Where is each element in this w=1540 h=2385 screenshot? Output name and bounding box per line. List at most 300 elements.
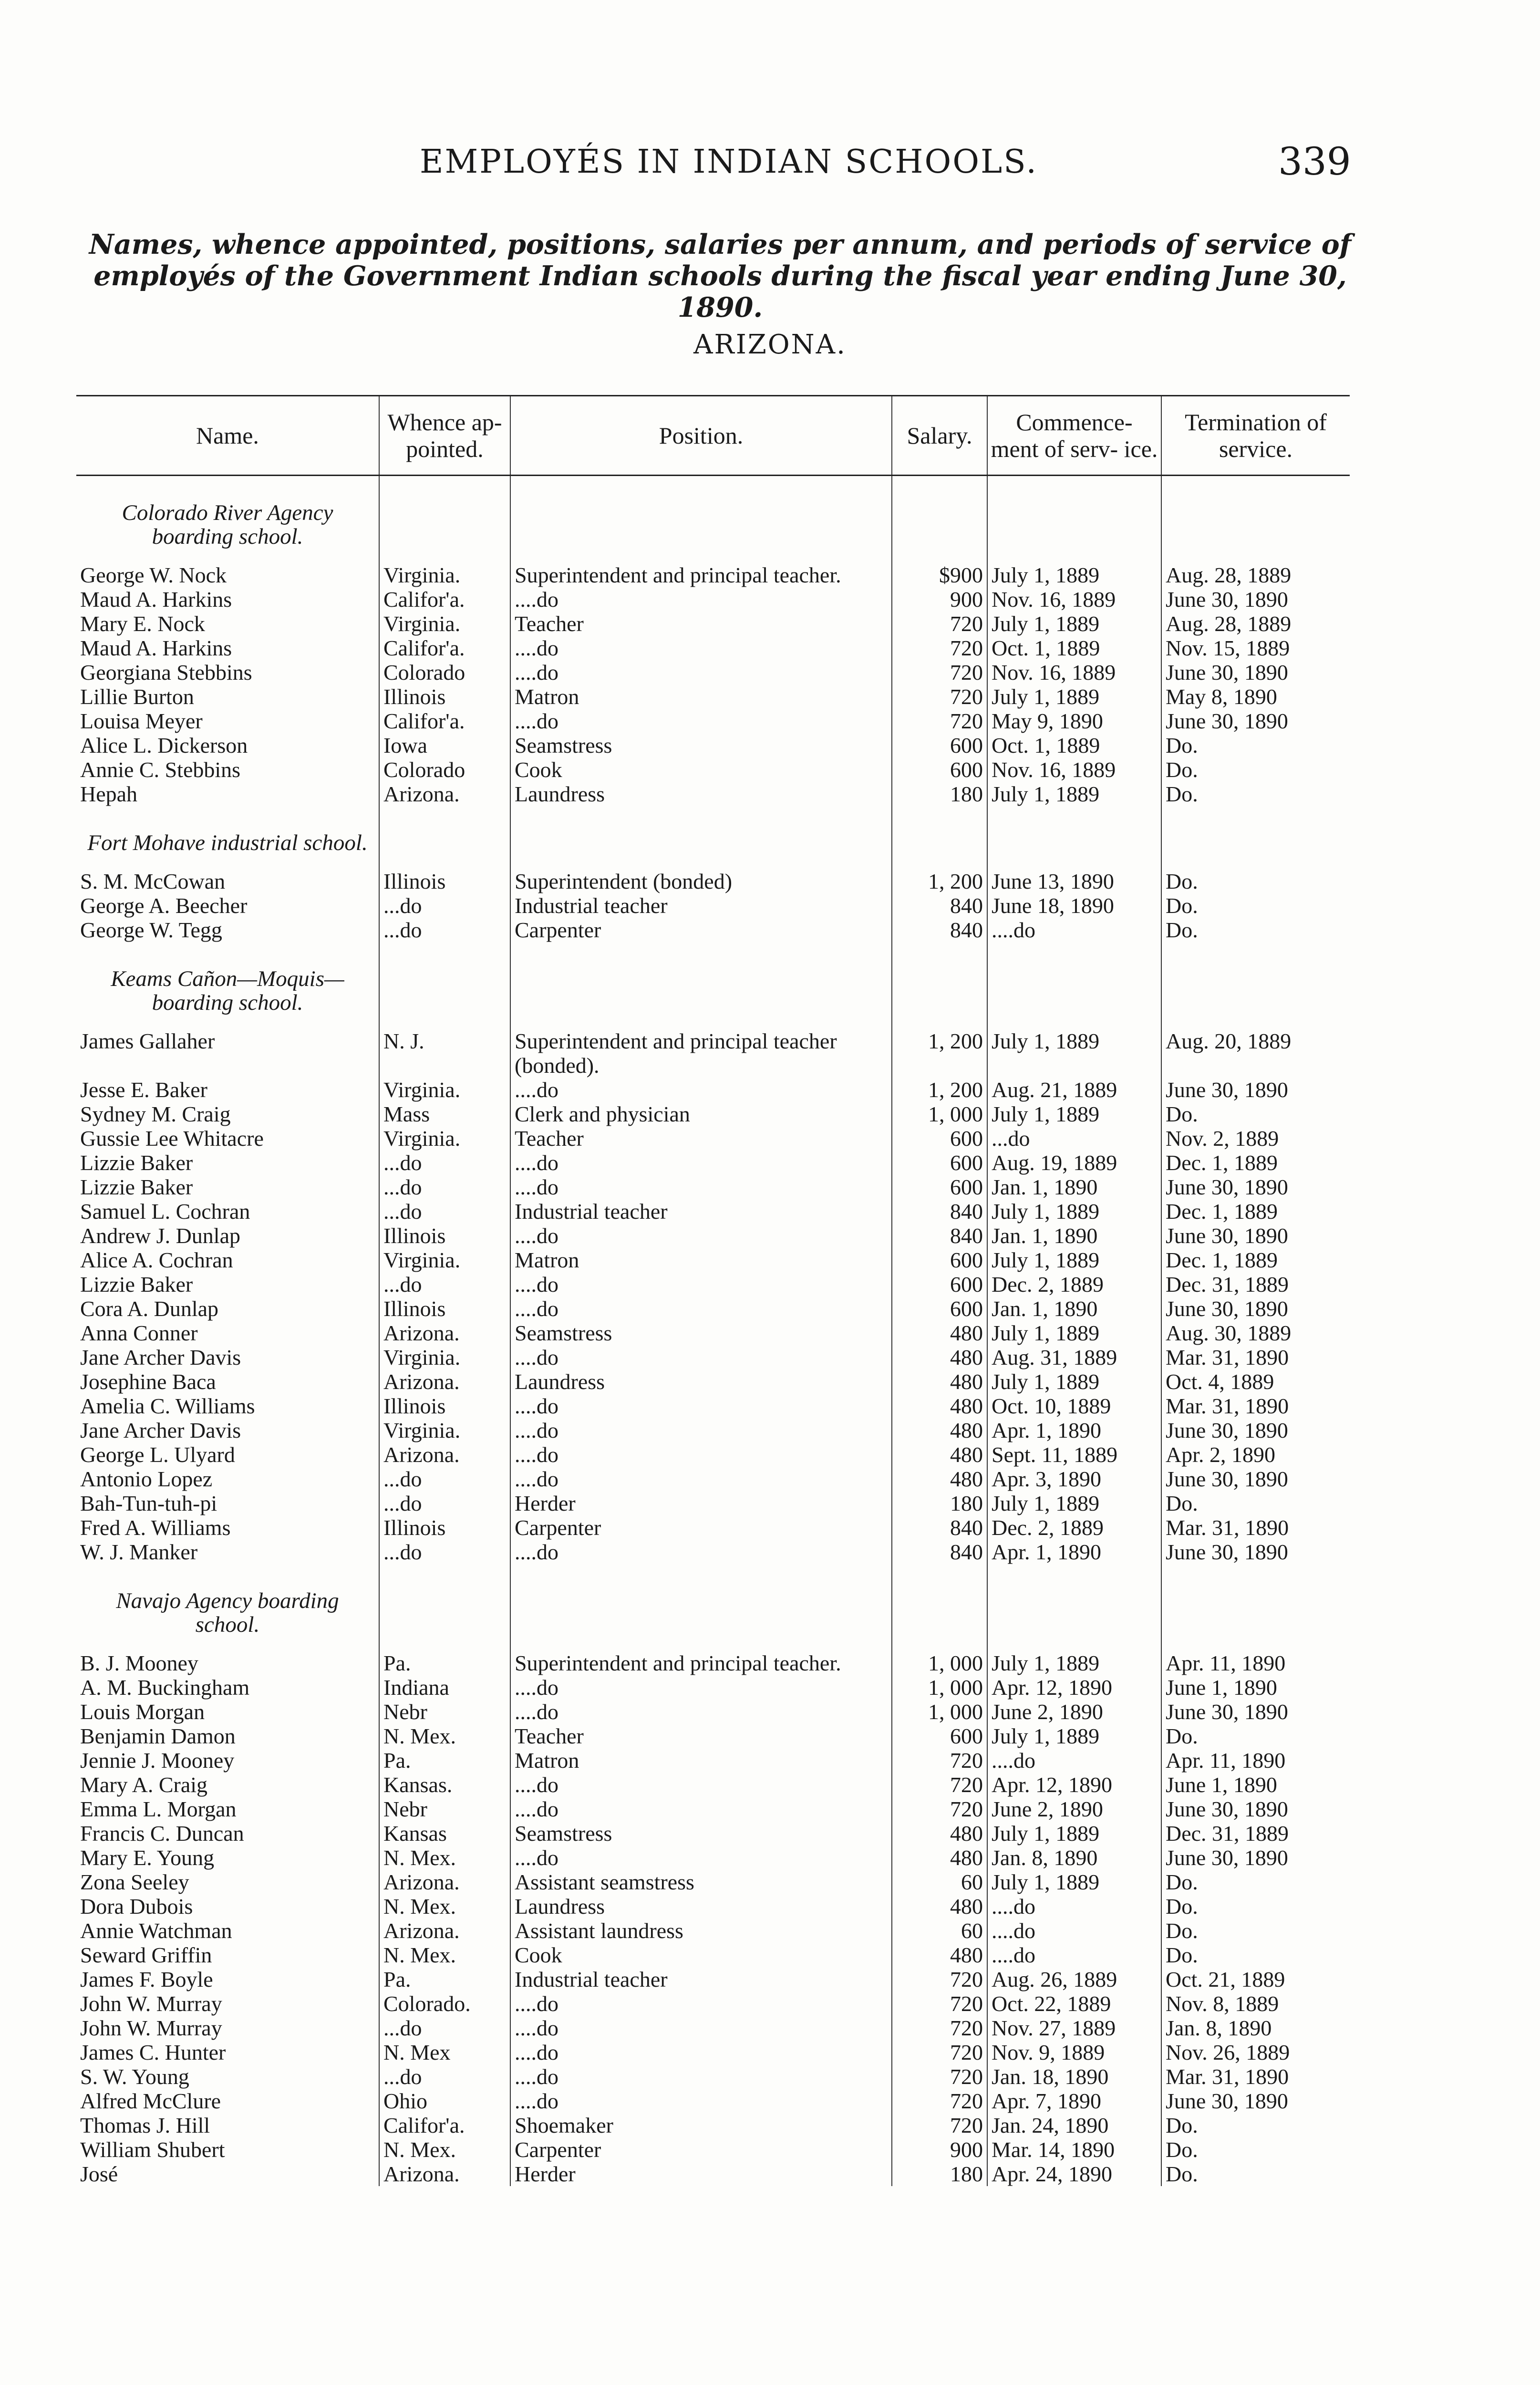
name-cell: Mary A. Craig	[80, 1773, 208, 1797]
position-cell: Superintendent and principal teacher (bonded).	[510, 1028, 892, 1078]
termination-cell: Oct. 4, 1889	[1161, 1369, 1350, 1394]
salary-cell: 1, 000	[892, 1650, 987, 1675]
empty-cell	[987, 476, 1161, 562]
school-name: Fort Mohave industrial school.	[87, 830, 368, 855]
name-cell: Lillie Burton	[80, 684, 194, 709]
termination-cell: Aug. 30, 1889	[1161, 1321, 1350, 1345]
termination-cell: Nov. 15, 1889	[1161, 636, 1350, 660]
name-cell: Amelia C. Williams	[80, 1394, 255, 1418]
empty-cell	[892, 942, 987, 1028]
position-cell: ....do	[510, 1296, 892, 1321]
empty-cell	[892, 1564, 987, 1650]
empty-cell	[510, 476, 892, 562]
salary-cell: 480	[892, 1321, 987, 1345]
name-cell: John W. Murray	[80, 2016, 222, 2040]
commencement-cell: June 2, 1890	[987, 1700, 1161, 1724]
whence-cell: Colorado	[379, 757, 510, 782]
table-row	[76, 1296, 1350, 1321]
salary-cell: 720	[892, 709, 987, 733]
termination-cell: Aug. 28, 1889	[1161, 562, 1350, 587]
salary-cell: 600	[892, 1724, 987, 1748]
position-cell: Seamstress	[510, 1321, 892, 1345]
salary-cell: 600	[892, 1175, 987, 1199]
whence-cell: Virginia.	[379, 612, 510, 636]
salary-cell: 480	[892, 1442, 987, 1467]
school-group-heading	[76, 1564, 1350, 1650]
position-cell: ....do	[510, 1151, 892, 1175]
name-cell: Jesse E. Baker	[80, 1078, 207, 1102]
name-cell: B. J. Mooney	[80, 1651, 198, 1675]
position-cell: Matron	[510, 1748, 892, 1773]
table-row	[76, 1846, 1350, 1870]
name-cell: Mary E. Nock	[80, 612, 205, 636]
commencement-cell: June 18, 1890	[987, 893, 1161, 918]
salary-cell: 720	[892, 1967, 987, 1991]
table-row	[76, 1248, 1350, 1272]
table-row	[76, 1894, 1350, 1918]
salary-cell: 480	[892, 1418, 987, 1442]
position-cell: Teacher	[510, 1126, 892, 1151]
termination-cell: Do.	[1161, 2113, 1350, 2137]
termination-cell: Dec. 1, 1889	[1161, 1151, 1350, 1175]
termination-cell: Do.	[1161, 733, 1350, 757]
name-cell: Annie Watchman	[80, 1918, 232, 1943]
position-cell: ....do	[510, 1078, 892, 1102]
termination-cell: Jan. 8, 1890	[1161, 2016, 1350, 2040]
salary-cell: 180	[892, 782, 987, 806]
school-group-heading	[76, 476, 1350, 562]
commencement-cell: Jan. 1, 1890	[987, 1224, 1161, 1248]
name-cell: Jennie J. Mooney	[80, 1748, 235, 1773]
termination-cell: Dec. 31, 1889	[1161, 1272, 1350, 1296]
commencement-cell: Oct. 1, 1889	[987, 636, 1161, 660]
commencement-cell: Apr. 1, 1890	[987, 1540, 1161, 1564]
commencement-cell: Apr. 12, 1890	[987, 1773, 1161, 1797]
salary-cell: 840	[892, 1515, 987, 1540]
empty-cell	[892, 476, 987, 562]
salary-cell: 1, 200	[892, 868, 987, 893]
name-cell: Andrew J. Dunlap	[80, 1224, 240, 1248]
position-cell: ....do	[510, 1442, 892, 1467]
salary-cell: 1, 000	[892, 1700, 987, 1724]
table-row	[76, 893, 1350, 918]
table-row	[76, 1650, 1350, 1675]
name-cell: Francis C. Duncan	[80, 1821, 244, 1846]
whence-cell: ...do	[379, 2016, 510, 2040]
name-cell: Seward Griffin	[80, 1943, 212, 1967]
termination-cell: June 30, 1890	[1161, 1467, 1350, 1491]
state-heading: ARIZONA.	[693, 329, 847, 360]
table-caption: Names, whence appointed, positions, salaries per annum, and periods of service of employés of the Government Indian schools during the fiscal year ending June 30, 1890.	[89, 228, 1352, 323]
commencement-cell: July 1, 1889	[987, 612, 1161, 636]
commencement-cell: Nov. 9, 1889	[987, 2040, 1161, 2064]
empty-cell	[892, 806, 987, 868]
termination-cell: Apr. 11, 1890	[1161, 1650, 1350, 1675]
commencement-cell: Oct. 22, 1889	[987, 1991, 1161, 2016]
school-name: Navajo Agency boarding school.	[116, 1588, 339, 1637]
position-cell: ....do	[510, 2016, 892, 2040]
termination-cell: Mar. 31, 1890	[1161, 1394, 1350, 1418]
termination-cell: Aug. 28, 1889	[1161, 612, 1350, 636]
name-cell: James Gallaher	[80, 1029, 215, 1053]
whence-cell: Iowa	[379, 733, 510, 757]
table-row	[76, 1442, 1350, 1467]
position-cell: ....do	[510, 1394, 892, 1418]
salary-cell: 600	[892, 733, 987, 757]
termination-cell: Do.	[1161, 757, 1350, 782]
table-row	[76, 1418, 1350, 1442]
position-cell: ....do	[510, 660, 892, 684]
commencement-cell: Aug. 26, 1889	[987, 1967, 1161, 1991]
termination-cell: Do.	[1161, 2162, 1350, 2186]
termination-cell: June 30, 1890	[1161, 1797, 1350, 1821]
commencement-cell: Nov. 16, 1889	[987, 757, 1161, 782]
name-cell: Lizzie Baker	[80, 1151, 193, 1175]
name-cell: George A. Beecher	[80, 893, 248, 918]
name-cell: Benjamin Damon	[80, 1724, 236, 1748]
salary-cell: 600	[892, 1126, 987, 1151]
table-row	[76, 1028, 1350, 1078]
table-row	[76, 1345, 1350, 1369]
position-cell: Matron	[510, 684, 892, 709]
whence-cell: N. J.	[379, 1028, 510, 1078]
whence-cell: N. Mex.	[379, 1943, 510, 1967]
position-cell: Clerk and physician	[510, 1102, 892, 1126]
whence-cell: N. Mex.	[379, 1724, 510, 1748]
table-row	[76, 1175, 1350, 1199]
commencement-cell: Aug. 19, 1889	[987, 1151, 1161, 1175]
empty-cell	[510, 942, 892, 1028]
table-row	[76, 1821, 1350, 1846]
empty-cell	[510, 1564, 892, 1650]
termination-cell: Do.	[1161, 1894, 1350, 1918]
commencement-cell: Apr. 24, 1890	[987, 2162, 1161, 2186]
termination-cell: Mar. 31, 1890	[1161, 2064, 1350, 2089]
termination-cell: Do.	[1161, 782, 1350, 806]
name-cell: William Shubert	[80, 2137, 225, 2162]
whence-cell: N. Mex.	[379, 2137, 510, 2162]
termination-cell: June 30, 1890	[1161, 1540, 1350, 1564]
name-cell: Lizzie Baker	[80, 1175, 193, 1199]
whence-cell: Illinois	[379, 684, 510, 709]
table-row	[76, 1748, 1350, 1773]
col-header-salary: Salary.	[892, 396, 987, 476]
school-group-heading	[76, 806, 1350, 868]
commencement-cell: Apr. 7, 1890	[987, 2089, 1161, 2113]
empty-cell	[987, 1564, 1161, 1650]
position-cell: Cook	[510, 757, 892, 782]
termination-cell: Aug. 20, 1889	[1161, 1028, 1350, 1078]
salary-cell: 720	[892, 684, 987, 709]
position-cell: ....do	[510, 2089, 892, 2113]
name-cell: Alfred McClure	[80, 2089, 221, 2113]
table-row	[76, 2162, 1350, 2186]
whence-cell: ...do	[379, 1491, 510, 1515]
salary-cell: 720	[892, 2064, 987, 2089]
name-cell: Gussie Lee Whitacre	[80, 1126, 264, 1151]
table-row	[76, 1991, 1350, 2016]
name-cell: Jane Archer Davis	[80, 1418, 241, 1442]
position-cell: Industrial teacher	[510, 1199, 892, 1224]
position-cell: ....do	[510, 587, 892, 612]
termination-cell: Apr. 2, 1890	[1161, 1442, 1350, 1467]
table-row	[76, 2040, 1350, 2064]
empty-cell	[379, 806, 510, 868]
name-cell: Jane Archer Davis	[80, 1345, 241, 1369]
whence-cell: ...do	[379, 893, 510, 918]
position-cell: ....do	[510, 1418, 892, 1442]
position-cell: Superintendent (bonded)	[510, 868, 892, 893]
table-row	[76, 1199, 1350, 1224]
commencement-cell: July 1, 1889	[987, 1028, 1161, 1078]
table-row	[76, 709, 1350, 733]
termination-cell: Do.	[1161, 1943, 1350, 1967]
commencement-cell: Jan. 8, 1890	[987, 1846, 1161, 1870]
whence-cell: Arizona.	[379, 782, 510, 806]
commencement-cell: ....do	[987, 1748, 1161, 1773]
commencement-cell: July 1, 1889	[987, 1248, 1161, 1272]
col-header-position: Position.	[510, 396, 892, 476]
table-row	[76, 1943, 1350, 1967]
col-header-termination: Termination of service.	[1161, 396, 1350, 476]
salary-cell: 840	[892, 893, 987, 918]
position-cell: ....do	[510, 1797, 892, 1821]
commencement-cell: Mar. 14, 1890	[987, 2137, 1161, 2162]
salary-cell: 480	[892, 1369, 987, 1394]
whence-cell: Pa.	[379, 1650, 510, 1675]
whence-cell: Kansas	[379, 1821, 510, 1846]
salary-cell: 480	[892, 1943, 987, 1967]
position-cell: Superintendent and principal teacher.	[510, 1650, 892, 1675]
whence-cell: Arizona.	[379, 2162, 510, 2186]
position-cell: Carpenter	[510, 1515, 892, 1540]
salary-cell: 480	[892, 1846, 987, 1870]
name-cell: Louis Morgan	[80, 1700, 205, 1724]
whence-cell: Illinois	[379, 868, 510, 893]
position-cell: Teacher	[510, 1724, 892, 1748]
whence-cell: Ohio	[379, 2089, 510, 2113]
name-cell: S. M. McCowan	[80, 869, 226, 893]
salary-cell: 600	[892, 1272, 987, 1296]
whence-cell: Illinois	[379, 1224, 510, 1248]
name-cell: Thomas J. Hill	[80, 2113, 210, 2137]
salary-cell: 600	[892, 1296, 987, 1321]
position-cell: ....do	[510, 709, 892, 733]
position-cell: ....do	[510, 636, 892, 660]
commencement-cell: July 1, 1889	[987, 1369, 1161, 1394]
position-cell: Seamstress	[510, 1821, 892, 1846]
salary-cell: 60	[892, 1870, 987, 1894]
termination-cell: Apr. 11, 1890	[1161, 1748, 1350, 1773]
table-row	[76, 1724, 1350, 1748]
commencement-cell: Apr. 12, 1890	[987, 1675, 1161, 1700]
name-cell: Anna Conner	[80, 1321, 198, 1345]
commencement-cell: Nov. 27, 1889	[987, 2016, 1161, 2040]
whence-cell: N. Mex	[379, 2040, 510, 2064]
commencement-cell: Oct. 10, 1889	[987, 1394, 1161, 1418]
commencement-cell: July 1, 1889	[987, 1724, 1161, 1748]
salary-cell: 900	[892, 587, 987, 612]
table-row	[76, 612, 1350, 636]
empty-cell	[1161, 806, 1350, 868]
empty-cell	[987, 942, 1161, 1028]
school-name: Colorado River Agency boarding school.	[122, 500, 333, 549]
name-cell: George W. Tegg	[80, 918, 222, 942]
col-header-name: Name.	[76, 396, 379, 476]
running-title: EMPLOYÉS IN INDIAN SCHOOLS.	[420, 143, 1038, 181]
position-cell: Herder	[510, 2162, 892, 2186]
name-cell: W. J. Manker	[80, 1540, 198, 1564]
salary-cell: 720	[892, 2016, 987, 2040]
whence-cell: ...do	[379, 1272, 510, 1296]
salary-cell: 1, 000	[892, 1675, 987, 1700]
col-header-whence: Whence ap- pointed.	[379, 396, 510, 476]
termination-cell: June 30, 1890	[1161, 1224, 1350, 1248]
whence-cell: ...do	[379, 1199, 510, 1224]
table-body	[76, 476, 1350, 2187]
name-cell: Louisa Meyer	[80, 709, 203, 733]
salary-cell: 480	[892, 1894, 987, 1918]
salary-cell: 720	[892, 2113, 987, 2137]
position-cell: ....do	[510, 1675, 892, 1700]
commencement-cell: June 13, 1890	[987, 868, 1161, 893]
termination-cell: Do.	[1161, 893, 1350, 918]
table-row	[76, 1126, 1350, 1151]
header-row	[76, 396, 1350, 476]
table-row	[76, 1870, 1350, 1894]
name-cell: Emma L. Morgan	[80, 1797, 237, 1821]
table-row	[76, 1467, 1350, 1491]
table-row	[76, 2016, 1350, 2040]
salary-cell: 720	[892, 2040, 987, 2064]
salary-cell: 1, 200	[892, 1078, 987, 1102]
name-cell: Cora A. Dunlap	[80, 1296, 219, 1321]
name-cell: Alice L. Dickerson	[80, 733, 248, 757]
salary-cell: $900	[892, 562, 987, 587]
table-row	[76, 733, 1350, 757]
commencement-cell: May 9, 1890	[987, 709, 1161, 733]
name-cell: Annie C. Stebbins	[80, 757, 241, 782]
employee-table	[76, 395, 1350, 2186]
position-cell: Carpenter	[510, 2137, 892, 2162]
termination-cell: Mar. 31, 1890	[1161, 1515, 1350, 1540]
whence-cell: Mass	[379, 1102, 510, 1126]
commencement-cell: Nov. 16, 1889	[987, 660, 1161, 684]
table-row	[76, 562, 1350, 587]
termination-cell: Nov. 2, 1889	[1161, 1126, 1350, 1151]
position-cell: Superintendent and principal teacher.	[510, 562, 892, 587]
empty-cell	[379, 476, 510, 562]
salary-cell: 480	[892, 1821, 987, 1846]
name-cell: James F. Boyle	[80, 1967, 213, 1991]
name-cell: Lizzie Baker	[80, 1272, 193, 1296]
position-cell: ....do	[510, 1345, 892, 1369]
termination-cell: Do.	[1161, 1491, 1350, 1515]
table-row	[76, 1151, 1350, 1175]
table-row	[76, 2137, 1350, 2162]
salary-cell: 720	[892, 660, 987, 684]
commencement-cell: Apr. 1, 1890	[987, 1418, 1161, 1442]
termination-cell: Do.	[1161, 918, 1350, 942]
whence-cell: ...do	[379, 2064, 510, 2089]
whence-cell: N. Mex.	[379, 1894, 510, 1918]
whence-cell: Kansas.	[379, 1773, 510, 1797]
name-cell: Maud A. Harkins	[80, 636, 232, 660]
commencement-cell: Jan. 18, 1890	[987, 2064, 1161, 2089]
termination-cell: Do.	[1161, 1724, 1350, 1748]
name-cell: George L. Ulyard	[80, 1442, 235, 1467]
salary-cell: 840	[892, 1224, 987, 1248]
whence-cell: Nebr	[379, 1797, 510, 1821]
commencement-cell: July 1, 1889	[987, 1321, 1161, 1345]
empty-cell	[1161, 942, 1350, 1028]
termination-cell: June 30, 1890	[1161, 709, 1350, 733]
termination-cell: Nov. 26, 1889	[1161, 2040, 1350, 2064]
table-row	[76, 782, 1350, 806]
termination-cell: Dec. 31, 1889	[1161, 1821, 1350, 1846]
empty-cell	[379, 942, 510, 1028]
whence-cell: ...do	[379, 1151, 510, 1175]
name-cell: Dora Dubois	[80, 1894, 193, 1918]
whence-cell: Virginia.	[379, 1248, 510, 1272]
table-row	[76, 1102, 1350, 1126]
termination-cell: June 30, 1890	[1161, 1418, 1350, 1442]
name-cell: Mary E. Young	[80, 1846, 215, 1870]
whence-cell: Colorado	[379, 660, 510, 684]
position-cell: Seamstress	[510, 733, 892, 757]
name-cell: Maud A. Harkins	[80, 587, 232, 612]
position-cell: ....do	[510, 1175, 892, 1199]
table-row	[76, 660, 1350, 684]
position-cell: Matron	[510, 1248, 892, 1272]
name-cell: Georgiana Stebbins	[80, 660, 252, 684]
commencement-cell: July 1, 1889	[987, 1821, 1161, 1846]
empty-cell	[987, 806, 1161, 868]
whence-cell: Pa.	[379, 1967, 510, 1991]
termination-cell: June 1, 1890	[1161, 1773, 1350, 1797]
salary-cell: 480	[892, 1345, 987, 1369]
name-cell: S. W. Young	[80, 2064, 189, 2089]
position-cell: Industrial teacher	[510, 1967, 892, 1991]
salary-cell: 900	[892, 2137, 987, 2162]
position-cell: ....do	[510, 1773, 892, 1797]
table-row	[76, 918, 1350, 942]
commencement-cell: Sept. 11, 1889	[987, 1442, 1161, 1467]
name-cell: Samuel L. Cochran	[80, 1199, 250, 1224]
commencement-cell: July 1, 1889	[987, 1870, 1161, 1894]
termination-cell: June 30, 1890	[1161, 1846, 1350, 1870]
termination-cell: Do.	[1161, 868, 1350, 893]
whence-cell: ...do	[379, 1467, 510, 1491]
commencement-cell: Dec. 2, 1889	[987, 1515, 1161, 1540]
commencement-cell: Jan. 24, 1890	[987, 2113, 1161, 2137]
position-cell: Laundress	[510, 1894, 892, 1918]
name-cell: Josephine Baca	[80, 1369, 216, 1394]
salary-cell: 720	[892, 1797, 987, 1821]
whence-cell: ...do	[379, 1175, 510, 1199]
name-cell: Bah-Tun-tuh-pi	[80, 1491, 217, 1515]
name-cell: George W. Nock	[80, 563, 227, 587]
salary-cell: 720	[892, 1773, 987, 1797]
salary-cell: 840	[892, 1199, 987, 1224]
name-cell: José	[80, 2162, 118, 2186]
table-row	[76, 1394, 1350, 1418]
salary-cell: 60	[892, 1918, 987, 1943]
position-cell: ....do	[510, 1467, 892, 1491]
salary-cell: 1, 000	[892, 1102, 987, 1126]
salary-cell: 180	[892, 1491, 987, 1515]
name-cell: Sydney M. Craig	[80, 1102, 231, 1126]
